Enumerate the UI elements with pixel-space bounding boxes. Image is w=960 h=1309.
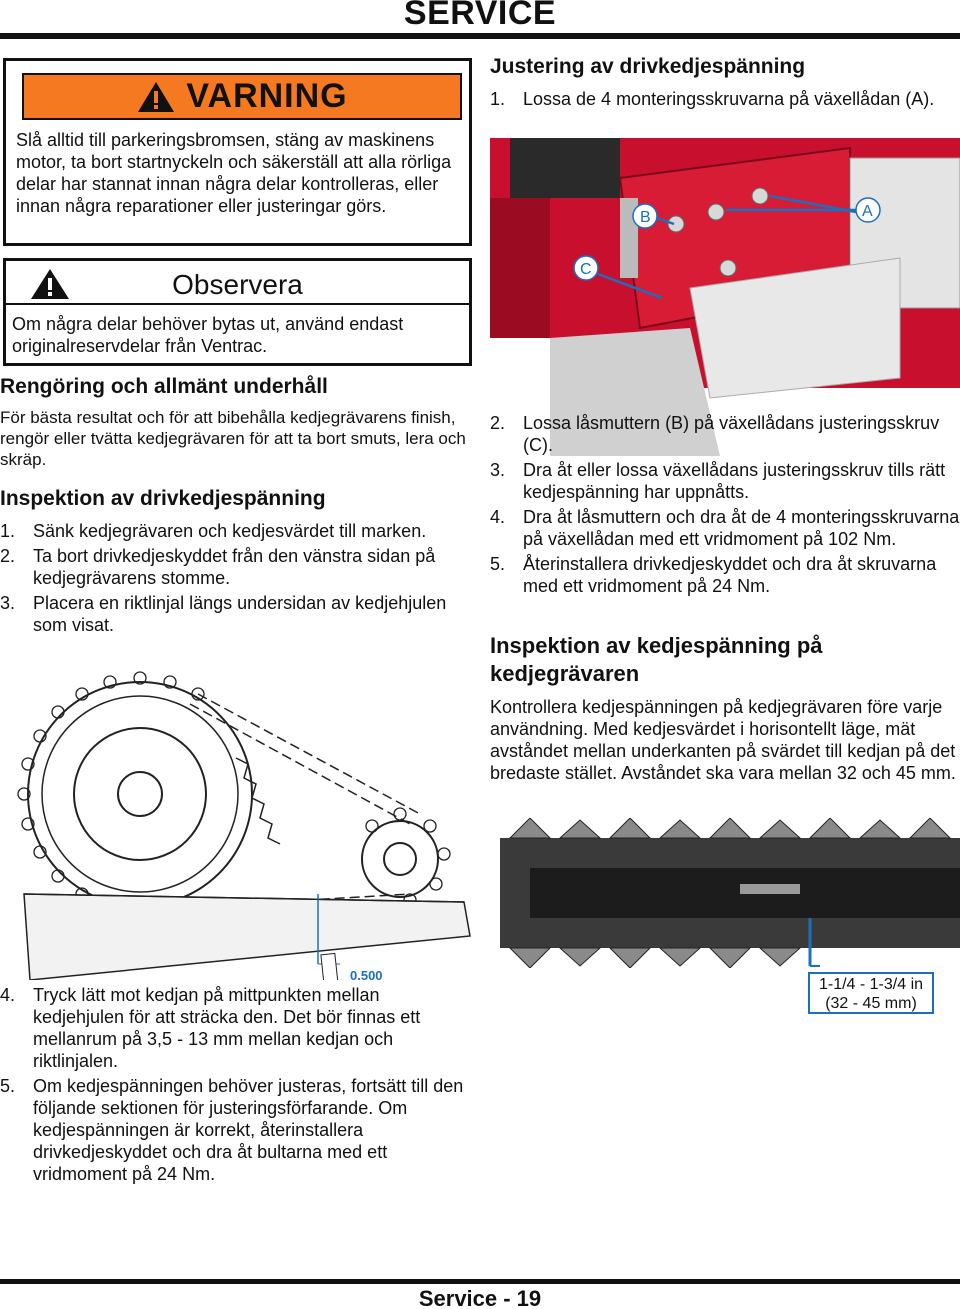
notice-header: [6, 261, 469, 305]
gap-max-label: 0.500: [350, 968, 383, 980]
gearbox-photo: [490, 138, 960, 456]
notice-title: Observera: [172, 269, 303, 300]
list-item: 5. Återinstallera drivkedjeskyddet och dra åt skruvarna med ett vridmoment på 24 Nm.: [490, 554, 937, 596]
warning-box: [3, 58, 472, 246]
photo-label-b: B: [640, 209, 651, 226]
photo-label-a: A: [862, 203, 873, 220]
list-item: 1. Lossa de 4 monteringsskruvarna på växellådan (A).: [490, 89, 935, 109]
notice-text: Om några delar behöver bytas ut, använd endast originalreservdelar från Ventrac.: [12, 314, 404, 356]
footer-rule: [0, 1279, 960, 1284]
trencher-chain-photo: [490, 818, 960, 968]
drive-adjustment-steps-continued: [490, 412, 960, 597]
drive-adjustment-heading: Justering av drivkedjespänning: [490, 55, 806, 78]
warning-label: VARNING: [186, 77, 348, 115]
drive-adjustment-steps: [490, 88, 960, 110]
page-footer: Service - 19: [418, 1286, 542, 1309]
header-rule: [0, 33, 960, 39]
drive-inspection-steps-continued: [0, 984, 470, 1185]
chain-inspection-text: Kontrollera kedjespänningen på kedjegrävaren före varje användning. Med kedjesvärdet i horisontellt läge, mät avståndet mellan underkanten på svärdet till kedjan på det bredaste stället. Avståndet ska vara mellan 32 och 45 mm.: [490, 697, 956, 783]
sprocket-chain-diagram: [0, 664, 474, 980]
photo-label-c: C: [580, 261, 592, 278]
list-item: 4. Dra åt låsmuttern och dra åt de 4 monteringsskruvarna på växellådan med ett vridmoment på 102 Nm.: [490, 507, 960, 549]
list-item: 4. Tryck lätt mot kedjan på mittpunkten mellan kedjehjulen för att sträcka den. Det bör finnas ett mellanrum på 3,5 - 13 mm mellan kedjan och riktlinjalen.: [0, 985, 421, 1071]
warning-text: Slå alltid till parkeringsbromsen, stäng av maskinens motor, ta bort startnyckeln och säkerställ att alla rörliga delar har stannat innan några delar kontrolleras, eller innan några reparationer eller justeringar görs.: [16, 130, 452, 216]
drive-inspection-heading: Inspektion av drivkedjespänning: [0, 487, 326, 510]
list-item: 2. Lossa låsmuttern (B) på växellådans justeringsskruv (C).: [490, 413, 940, 455]
notice-box: [3, 258, 472, 366]
page-header-title: SERVICE: [403, 0, 557, 32]
list-item: 2. Ta bort drivkedjeskyddet från den vänstra sidan på kedjegrävarens stomme.: [0, 546, 436, 588]
drive-inspection-steps: [0, 520, 470, 636]
cleaning-heading: Rengöring och allmänt underhåll: [0, 375, 328, 398]
cleaning-text: För bästa resultat och för att bibehålla kedjegrävarens finish, rengör eller tvätta kedjegrävaren för att ta bort smuts, lera och skräp.: [0, 408, 466, 469]
list-item: 5. Om kedjespänningen behöver justeras, fortsätt till den följande sektionen för justeringsförfarande. Om kedjespänningen är korrekt, återinstallera drivkedjeskyddet och dra åt bultarna med ett vridmoment på 24 Nm.: [0, 1076, 464, 1184]
list-item: 1. Sänk kedjegrävaren och kedjesvärdet till marken.: [0, 521, 427, 541]
chain-inspection-heading: Inspektion av kedjespänning på kedjegrävaren: [490, 633, 823, 686]
list-item: 3. Placera en riktlinjal längs undersidan av kedjehjulen som visat.: [0, 593, 447, 635]
warning-triangle-icon: [136, 80, 176, 114]
chain-gap-measurement: 1-1/4 - 1-3/4 in (32 - 45 mm): [808, 972, 934, 1014]
warning-banner: [22, 73, 462, 120]
list-item: 3. Dra åt eller lossa växellådans justeringsskruv tills rätt kedjespänning har uppnåtts.: [490, 460, 946, 502]
